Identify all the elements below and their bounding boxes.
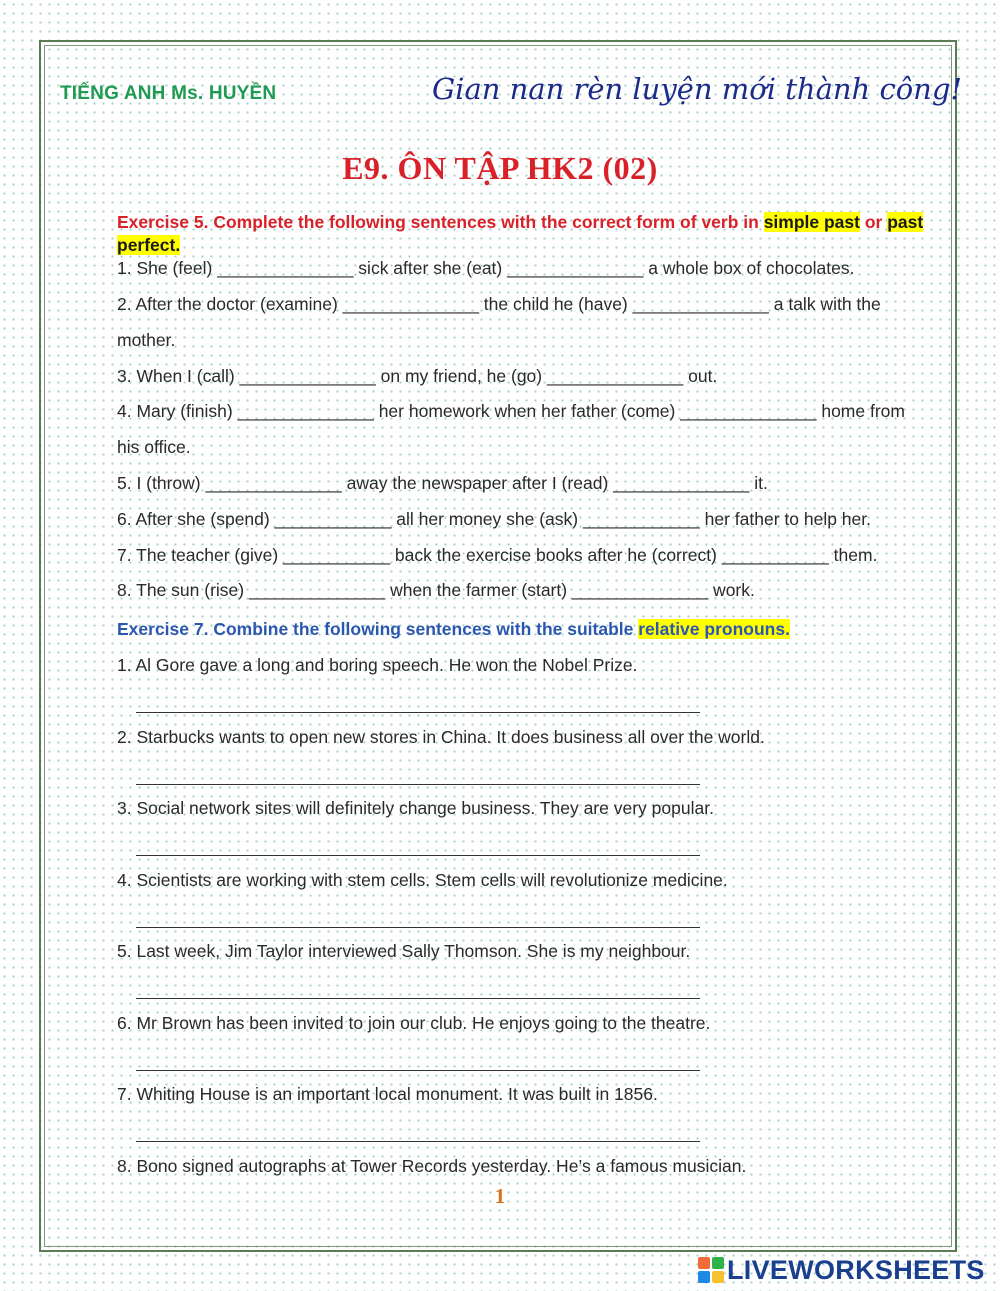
answer-line[interactable] (136, 998, 700, 999)
exercise-5-line: his office. (117, 437, 191, 457)
highlight-simple-past: simple past (763, 212, 860, 232)
answer-line[interactable] (136, 1141, 700, 1142)
exercise-5-line: 5. I (throw) ______________ away the newspaper after I (read) ______________ it. (117, 473, 768, 493)
liveworksheets-logo[interactable] (698, 1255, 985, 1285)
logo-text: LIVEWORKSHEETS (727, 1254, 985, 1285)
exercise-7-question: 6. Mr Brown has been invited to join our club. He enjoys going to the theatre. (117, 1013, 711, 1033)
exercise-5-line: 2. After the doctor (examine) ______________ the child he (have) ______________ a talk with the (117, 294, 881, 314)
exercise-7-question: 3. Social network sites will definitely change business. They are very popular. (117, 798, 714, 818)
exercise-5-line: 3. When I (call) ______________ on my friend, he (go) ______________ out. (117, 366, 718, 386)
answer-line[interactable] (136, 784, 700, 785)
exercise-7-question: 5. Last week, Jim Taylor interviewed Sally Thomson. She is my neighbour. (117, 941, 691, 961)
worksheet-title: E9. ÔN TẬP HK2 (02) (342, 150, 658, 186)
exercise-7-question: 1. Al Gore gave a long and boring speech. He won the Nobel Prize. (117, 655, 638, 675)
answer-line[interactable] (136, 1070, 700, 1071)
page-number: 1 (494, 1184, 506, 1208)
exercise-5-line: 8. The sun (rise) ______________ when the farmer (start) ______________ work. (117, 580, 755, 600)
exercise-5-line: 4. Mary (finish) ______________ her homework when her father (come) ______________ home from (117, 401, 905, 421)
exercise-7-heading (117, 618, 937, 641)
logo-blocks-icon (698, 1257, 724, 1283)
exercise-5-line: 1. She (feel) ______________ sick after she (eat) ______________ a whole box of chocolates. (117, 258, 855, 278)
brand-label: TIẾNG ANH Ms. HUYỀN (60, 83, 277, 104)
answer-line[interactable] (136, 927, 700, 928)
exercise-5-heading (117, 211, 937, 257)
slogan: Gian nan rèn luyện mới thành công! (432, 72, 963, 106)
exercise-5-line: mother. (117, 330, 176, 350)
exercise-7-question: 2. Starbucks wants to open new stores in China. It does business all over the world. (117, 727, 765, 747)
exercise-7-question: 7. Whiting House is an important local monument. It was built in 1856. (117, 1084, 658, 1104)
exercise-7-question: 4. Scientists are working with stem cells. Stem cells will revolutionize medicine. (117, 870, 728, 890)
exercise-7-instruction: Exercise 7. Combine the following sentences with the suitable (117, 619, 639, 639)
exercise-5-line: 7. The teacher (give) ___________ back the exercise books after he (correct) ___________ them. (117, 545, 878, 565)
highlight-past-perfect: past perfect. (117, 212, 924, 255)
answer-line[interactable] (136, 712, 700, 713)
highlight-relative-pronouns: relative pronouns. (638, 619, 790, 639)
exercise-5-instruction: Exercise 5. Complete the following sentences with the correct form of verb in (117, 212, 764, 232)
exercise-7-question: 8. Bono signed autographs at Tower Records yesterday. He’s a famous musician. (117, 1156, 747, 1176)
exercise-5-or: or (859, 212, 888, 232)
answer-line[interactable] (136, 855, 700, 856)
exercise-5-line: 6. After she (spend) ____________ all her money she (ask) ____________ her father to help her. (117, 509, 871, 529)
